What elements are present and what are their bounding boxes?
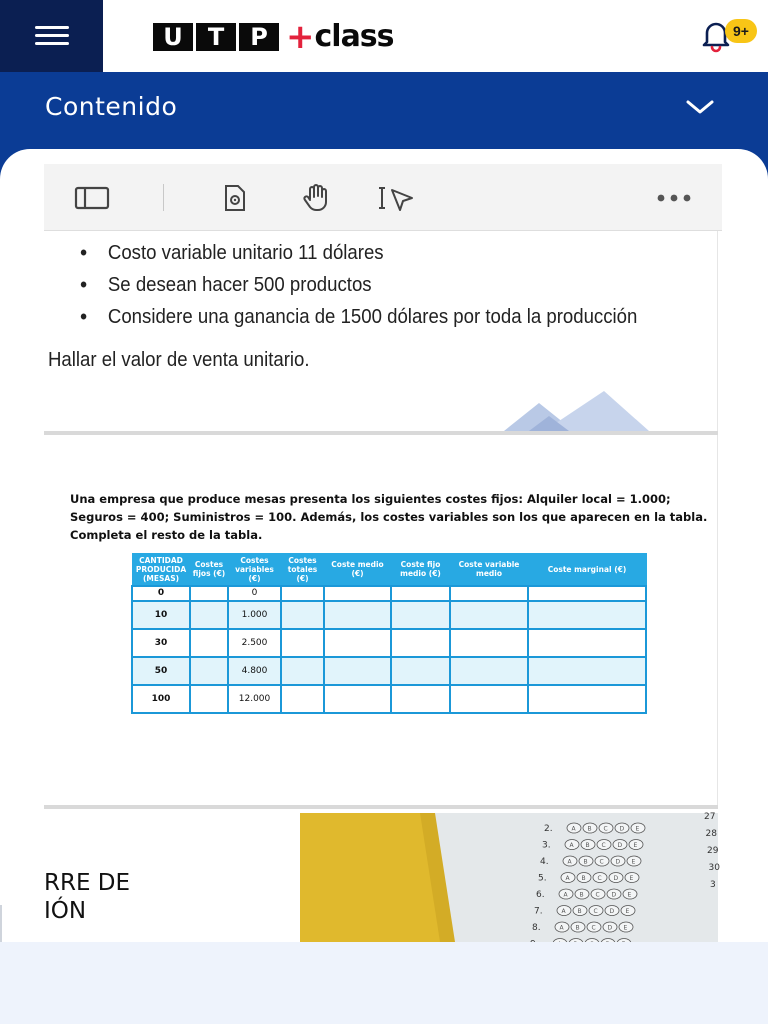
top-app-bar bbox=[0, 0, 768, 72]
mountain-decoration-icon bbox=[504, 391, 664, 431]
bubble-letter: A bbox=[567, 858, 572, 866]
bubble-letter: E bbox=[631, 858, 636, 866]
table-cell: 0 bbox=[132, 586, 190, 601]
bubble-letter: C bbox=[601, 842, 606, 849]
question-number-label: 3. bbox=[542, 840, 551, 851]
table-cell bbox=[190, 629, 228, 657]
table-cell bbox=[281, 657, 324, 685]
column-header: Coste marginal (€) bbox=[528, 554, 646, 586]
logo-plus: + bbox=[286, 17, 315, 57]
document-page-3 bbox=[44, 809, 718, 942]
table-cell: 100 bbox=[132, 685, 190, 713]
bullet-list bbox=[80, 237, 679, 333]
document-settings-icon bbox=[220, 183, 250, 213]
table-cell bbox=[281, 586, 324, 601]
bullet-item: • Se desean hacer 500 productos bbox=[80, 269, 637, 301]
bubble-letter: D bbox=[617, 842, 623, 849]
bubble-letter: E bbox=[633, 842, 638, 849]
table-cell bbox=[324, 685, 391, 713]
table-cell bbox=[528, 657, 646, 685]
viewer-toolbar bbox=[44, 164, 722, 231]
table-row bbox=[132, 685, 646, 713]
question-number-label: 29 bbox=[707, 846, 719, 856]
notifications-button[interactable] bbox=[701, 14, 757, 54]
table-row bbox=[132, 657, 646, 685]
bubble-letter: B bbox=[587, 825, 592, 833]
table-cell bbox=[190, 685, 228, 713]
table-cell bbox=[528, 629, 646, 657]
document-viewer[interactable] bbox=[44, 164, 722, 942]
bubble-letter: B bbox=[581, 875, 586, 882]
question-number-label: 7. bbox=[534, 906, 543, 917]
bubble-letter: D bbox=[609, 908, 615, 915]
bubble-letter: B bbox=[583, 858, 588, 866]
bubble-letter: D bbox=[607, 924, 613, 932]
table-cell: 50 bbox=[132, 657, 190, 685]
table-cell bbox=[450, 601, 528, 629]
menu-button[interactable] bbox=[0, 0, 103, 72]
logo-letter: T bbox=[196, 23, 236, 51]
hamburger-menu-icon bbox=[35, 26, 69, 46]
question-number-label: 2. bbox=[544, 824, 553, 834]
chevron-down-icon[interactable] bbox=[684, 96, 716, 120]
bubble-letter: E bbox=[623, 924, 628, 932]
question-number-label: 4. bbox=[540, 857, 549, 867]
bubble-letter: E bbox=[625, 908, 630, 915]
table-cell bbox=[528, 586, 646, 601]
table-cell: 0 bbox=[228, 586, 281, 601]
text-select-icon bbox=[378, 184, 416, 212]
table-cell bbox=[450, 657, 528, 685]
column-header: Costes variables (€) bbox=[228, 554, 281, 586]
section-title: Contenido bbox=[45, 92, 178, 121]
question-number-label: 6. bbox=[536, 890, 545, 900]
bubble-letter: E bbox=[629, 875, 634, 882]
bubble-letter: A bbox=[565, 875, 570, 882]
table-cell bbox=[324, 657, 391, 685]
table-cell bbox=[528, 685, 646, 713]
heading-line: RRE DE bbox=[44, 870, 131, 896]
bubble-letter: C bbox=[593, 908, 598, 915]
bullet-item: • Costo variable unitario 11 dólares bbox=[80, 237, 637, 269]
logo-class-text: class bbox=[314, 19, 394, 54]
bubble-letter: D bbox=[615, 858, 621, 866]
bubble-letter: D bbox=[613, 875, 619, 882]
table-header-row bbox=[132, 554, 646, 586]
more-options-icon bbox=[656, 193, 692, 203]
table-cell bbox=[281, 601, 324, 629]
table-cell: 10 bbox=[132, 601, 190, 629]
table-cell: 30 bbox=[132, 629, 190, 657]
table-row bbox=[132, 629, 646, 657]
column-header: Costes fijos (€) bbox=[190, 554, 228, 586]
bubble-letter: C bbox=[599, 858, 604, 866]
question-number-label: 5. bbox=[538, 873, 547, 884]
column-header: Coste medio (€) bbox=[324, 554, 391, 586]
bubble-letter: C bbox=[591, 924, 596, 932]
bubble-letter: A bbox=[571, 825, 576, 833]
table-cell bbox=[391, 586, 450, 601]
bubble-letter: B bbox=[579, 891, 584, 899]
question-number-label: 8. bbox=[532, 923, 541, 933]
table-cell: 4.800 bbox=[228, 657, 281, 685]
bubble-letter: B bbox=[585, 842, 590, 849]
bubble-letter: C bbox=[603, 825, 608, 833]
logo-utp-letters bbox=[153, 23, 282, 51]
table-cell bbox=[391, 685, 450, 713]
table-cell bbox=[190, 601, 228, 629]
table-cell bbox=[450, 586, 528, 601]
column-header: Costes totales (€) bbox=[281, 554, 324, 586]
bubble-letter: B bbox=[575, 924, 580, 932]
cost-table bbox=[131, 553, 647, 714]
answer-sheet-photo bbox=[300, 813, 718, 942]
table-cell bbox=[391, 601, 450, 629]
table-cell bbox=[391, 657, 450, 685]
hand-pan-icon bbox=[300, 183, 334, 213]
table-cell bbox=[528, 601, 646, 629]
utp-class-logo[interactable] bbox=[153, 17, 394, 57]
bubble-letter: C bbox=[597, 875, 602, 882]
column-header: Coste fijo medio (€) bbox=[391, 554, 450, 586]
pan-tool-button[interactable] bbox=[297, 181, 337, 215]
text-select-button[interactable] bbox=[377, 181, 417, 215]
table-cell: 12.000 bbox=[228, 685, 281, 713]
question-number-label: 3 bbox=[710, 880, 716, 890]
table-cell bbox=[190, 657, 228, 685]
logo-letter: P bbox=[239, 23, 279, 51]
table-cell bbox=[281, 685, 324, 713]
heading-line: IÓN bbox=[44, 898, 87, 924]
question-text: Hallar el valor de venta unitario. bbox=[48, 349, 310, 371]
bubble-letter: A bbox=[569, 842, 574, 849]
table-row bbox=[132, 601, 646, 629]
bubble-letter: A bbox=[563, 891, 568, 899]
question-number-label: 28 bbox=[705, 829, 717, 839]
table-row bbox=[132, 586, 646, 601]
more-options-button[interactable] bbox=[654, 181, 694, 215]
question-number-label: 30 bbox=[708, 863, 720, 873]
table-cell: 2.500 bbox=[228, 629, 281, 657]
column-header: CANTIDAD PRODUCIDA (MESAS) bbox=[132, 554, 190, 586]
table-cell: 1.000 bbox=[228, 601, 281, 629]
table-cell bbox=[324, 629, 391, 657]
bubble-letter: E bbox=[635, 825, 640, 833]
content-card bbox=[0, 149, 768, 942]
bottom-area bbox=[0, 942, 768, 1024]
table-cell bbox=[190, 586, 228, 601]
notification-count-badge: 9+ bbox=[725, 19, 757, 43]
question-number-label: 27 bbox=[704, 812, 716, 822]
toolbar-divider bbox=[163, 184, 164, 211]
logo-letter: U bbox=[153, 23, 193, 51]
sidebar-toggle-button[interactable] bbox=[72, 181, 112, 215]
bubble-letter: C bbox=[595, 891, 600, 899]
bubble-letter: E bbox=[627, 891, 632, 899]
bubble-letter: D bbox=[619, 825, 625, 833]
table-cell bbox=[324, 601, 391, 629]
table-cell bbox=[450, 629, 528, 657]
bubble-letter: A bbox=[559, 924, 564, 932]
sidebar-panel-icon bbox=[74, 185, 110, 211]
problem-statement: Una empresa que produce mesas presenta los siguientes costes fijos: Alquiler local = 1.000; Seguros = 400; Suministros = 100. Además, los costes variables son los que aparecen en la tabla. Completa el resto de la tabla. bbox=[70, 492, 708, 542]
table-cell bbox=[450, 685, 528, 713]
bubble-letter: A bbox=[561, 908, 566, 915]
answer-sheet-image bbox=[300, 813, 718, 942]
document-page-1 bbox=[44, 231, 718, 431]
bubble-letter: D bbox=[611, 891, 617, 899]
table-cell bbox=[391, 629, 450, 657]
column-header: Coste variable medio bbox=[450, 554, 528, 586]
bubble-letter: B bbox=[577, 908, 582, 915]
document-settings-button[interactable] bbox=[215, 181, 255, 215]
bullet-item: • Considere una ganancia de 1500 dólares por toda la producción bbox=[80, 301, 637, 333]
page-heading bbox=[44, 869, 130, 925]
document-page-2 bbox=[44, 435, 718, 805]
table-cell bbox=[281, 629, 324, 657]
table-cell bbox=[324, 586, 391, 601]
